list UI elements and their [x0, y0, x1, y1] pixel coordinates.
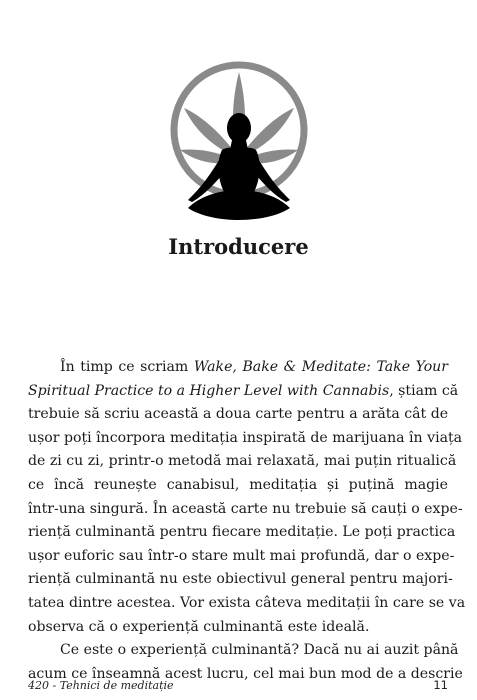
body-text: [28, 356, 466, 686]
text-run: riență culminantă pentru fiecare meditație. Le poți practica: [28, 524, 456, 541]
text-run: riență culminantă nu este obiectivul general pentru majori-: [28, 571, 453, 588]
text-line: [28, 592, 466, 616]
text-run: ușor poți încorpora meditația inspirată de marijuana în viața: [28, 429, 463, 446]
text-run: În timp ce scriam: [60, 359, 194, 375]
text-line: [28, 545, 455, 569]
text-run: acum ce înseamnă acest lucru, cel mai bun mod de a descrie: [28, 665, 463, 682]
italic-title-text: Wake, Bake & Meditate: Take Your: [193, 359, 448, 375]
text-run: observa că o experiență culminantă este ideală.: [28, 618, 370, 635]
text-line: [28, 521, 456, 545]
italic-title-text: Spiritual Practice to a Higher Level with Cannabis: [28, 382, 390, 399]
text-line: [28, 474, 448, 498]
text-line: [28, 616, 448, 640]
paragraph: [28, 356, 466, 639]
text-run: într-una singură. În această carte nu trebuie să cauți o expe-: [28, 500, 463, 517]
chapter-emblem: [0, 50, 477, 225]
meditation-leaf-icon: [144, 50, 334, 225]
chapter-title: Introducere: [168, 234, 309, 259]
text-run: Ce este o experiență culminantă? Dacă nu ai auzit până: [60, 642, 459, 659]
text-line: [28, 450, 457, 474]
text-run: de zi cu zi, printr-o metodă mai relaxată, mai puțin ritualică: [28, 453, 457, 470]
page-number: 11: [433, 678, 448, 692]
text-line: [28, 356, 448, 380]
text-line: [28, 498, 463, 522]
text-run: trebuie să scriu această a doua carte pentru a arăta cât de: [28, 406, 449, 423]
text-line: [28, 639, 459, 663]
text-run: tatea dintre acestea. Vor exista câteva meditații în care se va: [28, 594, 466, 611]
text-run: , știam că: [389, 382, 459, 399]
text-run: ce încă reunește canabisul, meditația și puțină magie: [28, 476, 448, 493]
text-line: [28, 380, 459, 404]
text-run: ușor euforic sau într-o stare mult mai profundă, dar o expe-: [28, 547, 455, 564]
text-line: [28, 427, 463, 451]
footer-book-label: 420 - Tehnici de meditație: [28, 679, 174, 692]
text-line: [28, 403, 448, 427]
text-line: [28, 568, 453, 592]
